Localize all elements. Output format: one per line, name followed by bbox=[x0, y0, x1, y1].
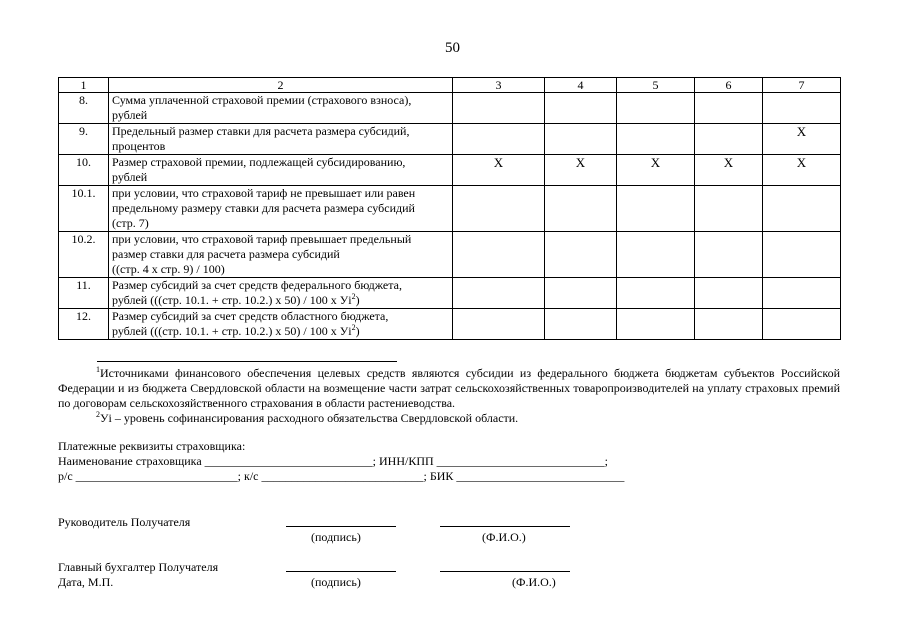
row-number: 10. bbox=[59, 155, 109, 186]
chief-name-line bbox=[440, 571, 570, 572]
value-cell bbox=[545, 124, 617, 155]
row-number: 9. bbox=[59, 124, 109, 155]
insurer-requisites bbox=[58, 439, 624, 484]
description-text: рублей (((стр. 10.1. + стр. 10.2.) х 50) / 100 х Уi bbox=[112, 293, 352, 307]
value-cell: X bbox=[545, 155, 617, 186]
requisites-title: Платежные реквизиты страховщика: bbox=[58, 439, 246, 453]
value-cell bbox=[617, 309, 695, 340]
description-text: при условии, что страховой тариф не превышает или равен bbox=[112, 186, 416, 200]
value-cell bbox=[763, 309, 841, 340]
value-cell bbox=[453, 232, 545, 278]
table-row bbox=[59, 124, 841, 155]
column-header: 2 bbox=[109, 78, 453, 93]
value-cell bbox=[545, 93, 617, 124]
row-description bbox=[109, 278, 453, 309]
value-cell bbox=[763, 278, 841, 309]
head-name-caption: (Ф.И.О.) bbox=[482, 530, 526, 544]
value-cell bbox=[617, 124, 695, 155]
row-description bbox=[109, 93, 453, 124]
description-text: Размер субсидий за счет средств федерального бюджета, bbox=[112, 278, 402, 292]
row-description bbox=[109, 124, 453, 155]
table-header-row bbox=[59, 78, 841, 93]
date-stamp-label: Дата, М.П. bbox=[58, 575, 114, 589]
chief-signature-caption: (подпись) bbox=[311, 575, 361, 589]
description-line bbox=[112, 155, 449, 170]
footnote-1 bbox=[58, 366, 840, 411]
description-text: при условии, что страховой тариф превышает предельный bbox=[112, 232, 412, 246]
footnote-ref: 2 bbox=[351, 323, 356, 332]
column-header: 4 bbox=[545, 78, 617, 93]
footnotes bbox=[58, 366, 840, 426]
value-cell bbox=[453, 309, 545, 340]
chief-signature-line bbox=[286, 571, 396, 572]
column-header: 7 bbox=[763, 78, 841, 93]
value-cell bbox=[695, 232, 763, 278]
footnote-1-mark: 1 bbox=[96, 365, 100, 374]
value-cell bbox=[763, 232, 841, 278]
footnote-2-mark: 2 bbox=[96, 410, 100, 419]
footnote-separator bbox=[97, 361, 397, 362]
description-text: Размер страховой премии, подлежащей субсидированию, bbox=[112, 155, 406, 169]
column-header: 6 bbox=[695, 78, 763, 93]
row-number: 11. bbox=[59, 278, 109, 309]
requisites-line-name-inn: Наименование страховщика ____________________________; ИНН/КПП ____________________________; bbox=[58, 454, 608, 468]
chief-name-caption: (Ф.И.О.) bbox=[512, 575, 556, 589]
value-cell bbox=[695, 278, 763, 309]
table-row bbox=[59, 93, 841, 124]
value-cell bbox=[763, 186, 841, 232]
chief-accountant-label: Главный бухгалтер Получателя bbox=[58, 560, 219, 574]
value-cell bbox=[453, 278, 545, 309]
description-line bbox=[112, 139, 449, 154]
description-text: процентов bbox=[112, 139, 166, 153]
description-line bbox=[112, 170, 449, 185]
footnote-ref: 2 bbox=[351, 292, 356, 301]
row-description bbox=[109, 155, 453, 186]
head-signature-line bbox=[286, 526, 396, 527]
value-cell bbox=[453, 124, 545, 155]
value-cell bbox=[763, 93, 841, 124]
row-number: 12. bbox=[59, 309, 109, 340]
value-cell: X bbox=[763, 124, 841, 155]
row-description bbox=[109, 186, 453, 232]
value-cell: X bbox=[695, 155, 763, 186]
value-cell bbox=[695, 124, 763, 155]
value-cell bbox=[545, 278, 617, 309]
value-cell bbox=[617, 93, 695, 124]
value-cell bbox=[545, 309, 617, 340]
table-row bbox=[59, 309, 841, 340]
column-header: 3 bbox=[453, 78, 545, 93]
value-cell bbox=[695, 93, 763, 124]
description-line bbox=[112, 124, 449, 139]
description-text: рублей bbox=[112, 170, 148, 184]
description-text: Сумма уплаченной страховой премии (страхового взноса), bbox=[112, 93, 412, 107]
head-signature-label: Руководитель Получателя bbox=[58, 515, 191, 529]
row-description bbox=[109, 232, 453, 278]
value-cell bbox=[695, 186, 763, 232]
description-line bbox=[112, 309, 449, 324]
value-cell: X bbox=[763, 155, 841, 186]
description-line bbox=[112, 293, 449, 308]
description-text: Размер субсидий за счет средств областного бюджета, bbox=[112, 309, 389, 323]
description-line bbox=[112, 216, 449, 231]
value-cell bbox=[617, 278, 695, 309]
row-description bbox=[109, 309, 453, 340]
footnote-2 bbox=[58, 411, 840, 426]
description-line bbox=[112, 262, 449, 277]
value-cell: X bbox=[453, 155, 545, 186]
table-row bbox=[59, 186, 841, 232]
description-text: (стр. 7) bbox=[112, 216, 149, 230]
head-name-line bbox=[440, 526, 570, 527]
description-line bbox=[112, 108, 449, 123]
value-cell bbox=[695, 309, 763, 340]
footnote-2-text: Уi – уровень софинансирования расходного обязательства Свердловской области. bbox=[100, 411, 519, 425]
description-text: рублей bbox=[112, 108, 148, 122]
value-cell bbox=[545, 232, 617, 278]
head-signature-caption: (подпись) bbox=[311, 530, 361, 544]
subsidy-calculation-table bbox=[58, 77, 841, 340]
column-header: 1 bbox=[59, 78, 109, 93]
description-text: предельному размеру ставки для расчета размера субсидий bbox=[112, 201, 415, 215]
row-number: 10.2. bbox=[59, 232, 109, 278]
value-cell: X bbox=[617, 155, 695, 186]
row-number: 8. bbox=[59, 93, 109, 124]
page-number: 50 bbox=[445, 40, 460, 56]
description-line bbox=[112, 93, 449, 108]
description-line bbox=[112, 232, 449, 247]
description-text: Предельный размер ставки для расчета размера субсидий, bbox=[112, 124, 410, 138]
table-row bbox=[59, 278, 841, 309]
value-cell bbox=[617, 186, 695, 232]
row-number: 10.1. bbox=[59, 186, 109, 232]
description-line bbox=[112, 201, 449, 216]
value-cell bbox=[453, 93, 545, 124]
table-row bbox=[59, 232, 841, 278]
description-line bbox=[112, 186, 449, 201]
description-text: ((стр. 4 х стр. 9) / 100) bbox=[112, 262, 225, 276]
requisites-line-accounts: р/с ___________________________; к/с ___________________________; БИК ____________________________ bbox=[58, 469, 625, 483]
description-text: размер ставки для расчета размера субсидий bbox=[112, 247, 340, 261]
value-cell bbox=[617, 232, 695, 278]
description-line bbox=[112, 324, 449, 339]
description-text: рублей (((стр. 10.1. + стр. 10.2.) х 50) / 100 х Уi bbox=[112, 324, 352, 338]
column-header: 5 bbox=[617, 78, 695, 93]
description-tail: ) bbox=[355, 293, 360, 307]
footnote-1-text: Источниками финансового обеспечения целевых средств являются субсидии из федерального бюджета бюджетам субъектов Российской Федерации и из бюджета Свердловской области на возмещение части затрат сельскохозяйственных товаропроизводителей на уплату страховых премий по договорам сельскохозяйственного страхования в области растениеводства. bbox=[58, 366, 840, 410]
value-cell bbox=[545, 186, 617, 232]
description-line bbox=[112, 247, 449, 262]
table-row bbox=[59, 155, 841, 186]
value-cell bbox=[453, 186, 545, 232]
description-line bbox=[112, 278, 449, 293]
description-tail: ) bbox=[355, 324, 360, 338]
